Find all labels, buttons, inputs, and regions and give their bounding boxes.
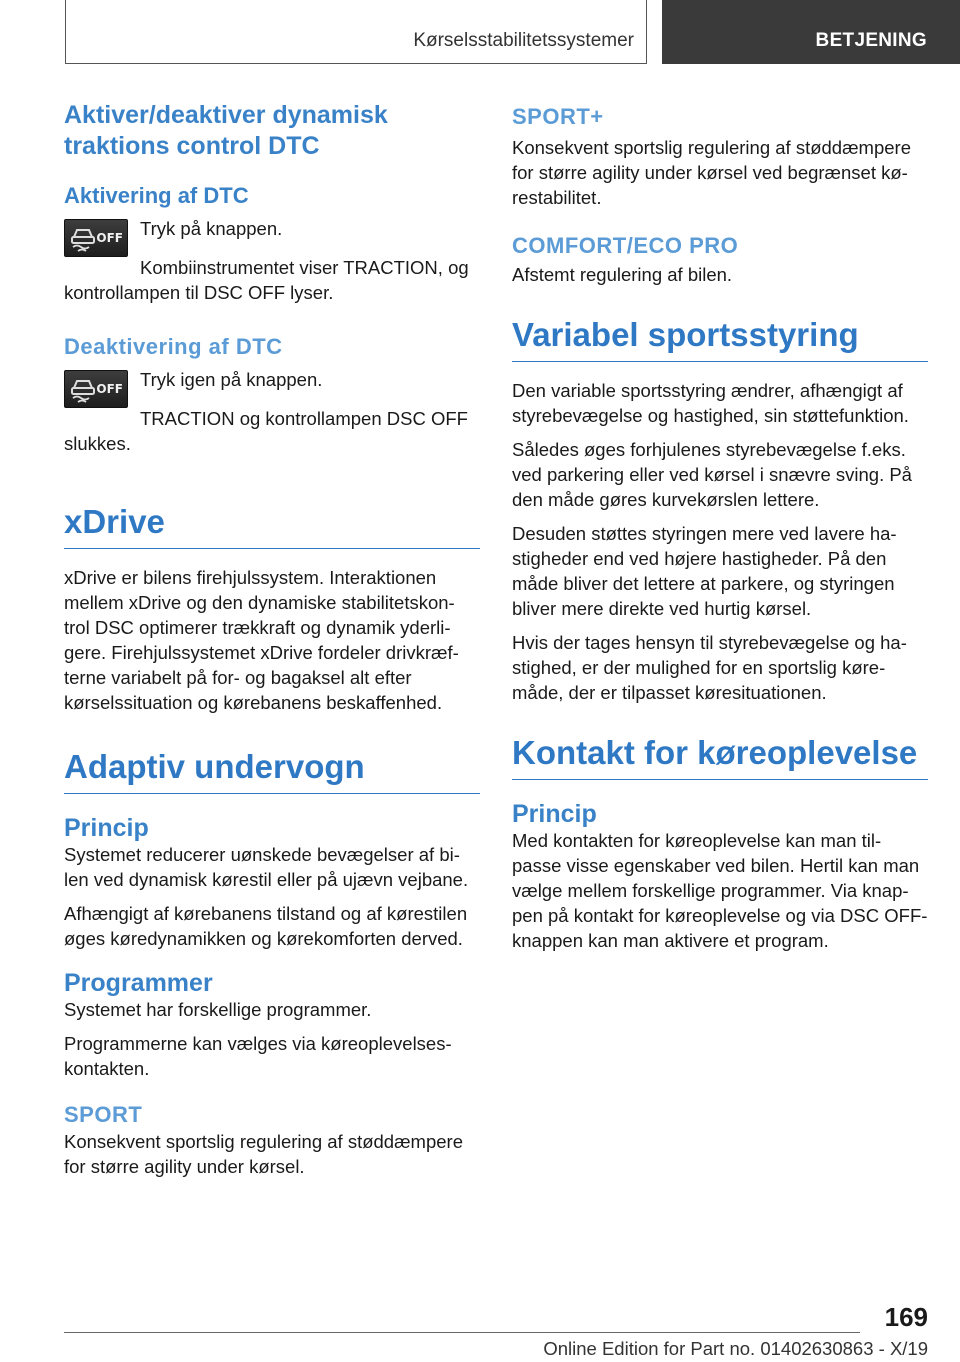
dtc-deactivate-result: TRACTION og kontrollampen DSC OFF slukkes. bbox=[64, 408, 468, 454]
programs-heading: Programmer bbox=[64, 969, 213, 997]
section-title: Kørselsstabilitetssystemer bbox=[413, 30, 634, 51]
programs-p2: Programmerne kan vælges via køreoplevelses-kontakten. bbox=[64, 1033, 452, 1079]
steering-p4: Hvis der tages hensyn til styrebevægelse og ha-stighed, er der mulighed for en sportslig køre-måde, der er tilpasset køresituationen. bbox=[512, 632, 907, 703]
dtc-title: Aktiver/deaktiver dynamisk traktions control DTC bbox=[64, 101, 388, 160]
footer-divider bbox=[64, 1332, 860, 1333]
contact-title: Kontakt for køreoplevelse bbox=[512, 733, 928, 780]
dtc-activate-instruction: Tryk på knappen. bbox=[140, 218, 283, 239]
dtc-activate-heading: Aktivering af DTC bbox=[64, 183, 249, 208]
left-column bbox=[64, 100, 480, 1188]
dsc-off-button-image bbox=[64, 219, 128, 257]
dsc-off-icon bbox=[69, 226, 97, 252]
steering-p2: Således øges forhjulenes styrebevægelse f.eks. ved parkering eller ved kørsel i snævre sving. På den måde gøres kurvekørslen lettere. bbox=[512, 439, 912, 510]
chapter-label: BETJENING bbox=[815, 30, 927, 51]
contact-text: Med kontakten for køreoplevelse kan man til-passe visse egenskaber ved bilen. Hertil kan man vælge mellem forskellige programmer. Via knap-pen på kontakt for køreoplevelse og via DSC OFF-knappen kan man aktivere et program. bbox=[512, 830, 928, 951]
xdrive-text: xDrive er bilens firehjulssystem. Interaktionen mellem xDrive og den dynamiske stabilitetskon-trol DSC optimerer trækkraft og dynamik yderli-gere. Firehjulssystemet xDrive fordeler drivkræf-terne variabelt på for- og bagaksel alt efter kørselssituation og kørebanens beskaffenhed. bbox=[64, 567, 459, 713]
dtc-deactivate-instruction: Tryk igen på knappen. bbox=[140, 369, 323, 390]
sport-text: Konsekvent sportslig regulering af støddæmpere for større agility under kørsel. bbox=[64, 1131, 463, 1177]
dtc-activate-result: Kombiinstrumentet viser TRACTION, og kontrollampen til DSC OFF lyser. bbox=[64, 257, 469, 303]
chapter-tab bbox=[662, 0, 960, 64]
programs-p1: Systemet har forskellige programmer. bbox=[64, 999, 372, 1020]
off-label: OFF bbox=[96, 231, 123, 245]
xdrive-title: xDrive bbox=[64, 502, 480, 549]
off-label: OFF bbox=[96, 382, 123, 396]
adaptive-principle-p2: Afhængigt af kørebanens tilstand og af kørestilen øges køredynamikken og kørekomforten derved. bbox=[64, 903, 468, 949]
sportplus-text: Konsekvent sportslig regulering af støddæmpere for større agility under kørsel ved begrænset kø-restabilitet. bbox=[512, 137, 911, 208]
sport-heading: SPORT bbox=[64, 1102, 143, 1127]
dsc-off-icon bbox=[69, 377, 97, 403]
comfort-text: Afstemt regulering af bilen. bbox=[512, 264, 733, 285]
adaptive-principle-heading: Princip bbox=[64, 814, 149, 842]
running-header bbox=[65, 0, 647, 64]
contact-principle-heading: Princip bbox=[512, 800, 597, 828]
steering-p3: Desuden støttes styringen mere ved lavere ha-stigheder end ved højere hastigheder. På den måde bliver det lettere at parkere, og styringen bliver mere direkte ved hurtig kørsel. bbox=[512, 523, 897, 619]
steering-p1: Den variable sportsstyring ændrer, afhængigt af styrebevægelse og hastighed, sin støttefunktion. bbox=[512, 380, 909, 426]
steering-title: Variabel sportsstyring bbox=[512, 315, 928, 362]
right-column bbox=[512, 103, 928, 962]
comfort-heading: COMFORT/ECO PRO bbox=[512, 233, 739, 258]
edition-footer: Online Edition for Part no. 01402630863 - X/19 bbox=[543, 1338, 928, 1359]
dtc-deactivate-heading: Deaktivering af DTC bbox=[64, 334, 283, 359]
sportplus-heading: SPORT+ bbox=[512, 104, 604, 129]
page-number: 169 bbox=[884, 1302, 928, 1332]
dtc-deactivate-step bbox=[64, 367, 480, 408]
dsc-off-button-image bbox=[64, 370, 128, 408]
adaptive-principle-p1: Systemet reducerer uønskede bevægelser af bi-len ved dynamisk kørestil eller på ujævn vejbane. bbox=[64, 844, 469, 890]
dtc-activate-step bbox=[64, 216, 480, 257]
adaptive-title: Adaptiv undervogn bbox=[64, 747, 480, 794]
